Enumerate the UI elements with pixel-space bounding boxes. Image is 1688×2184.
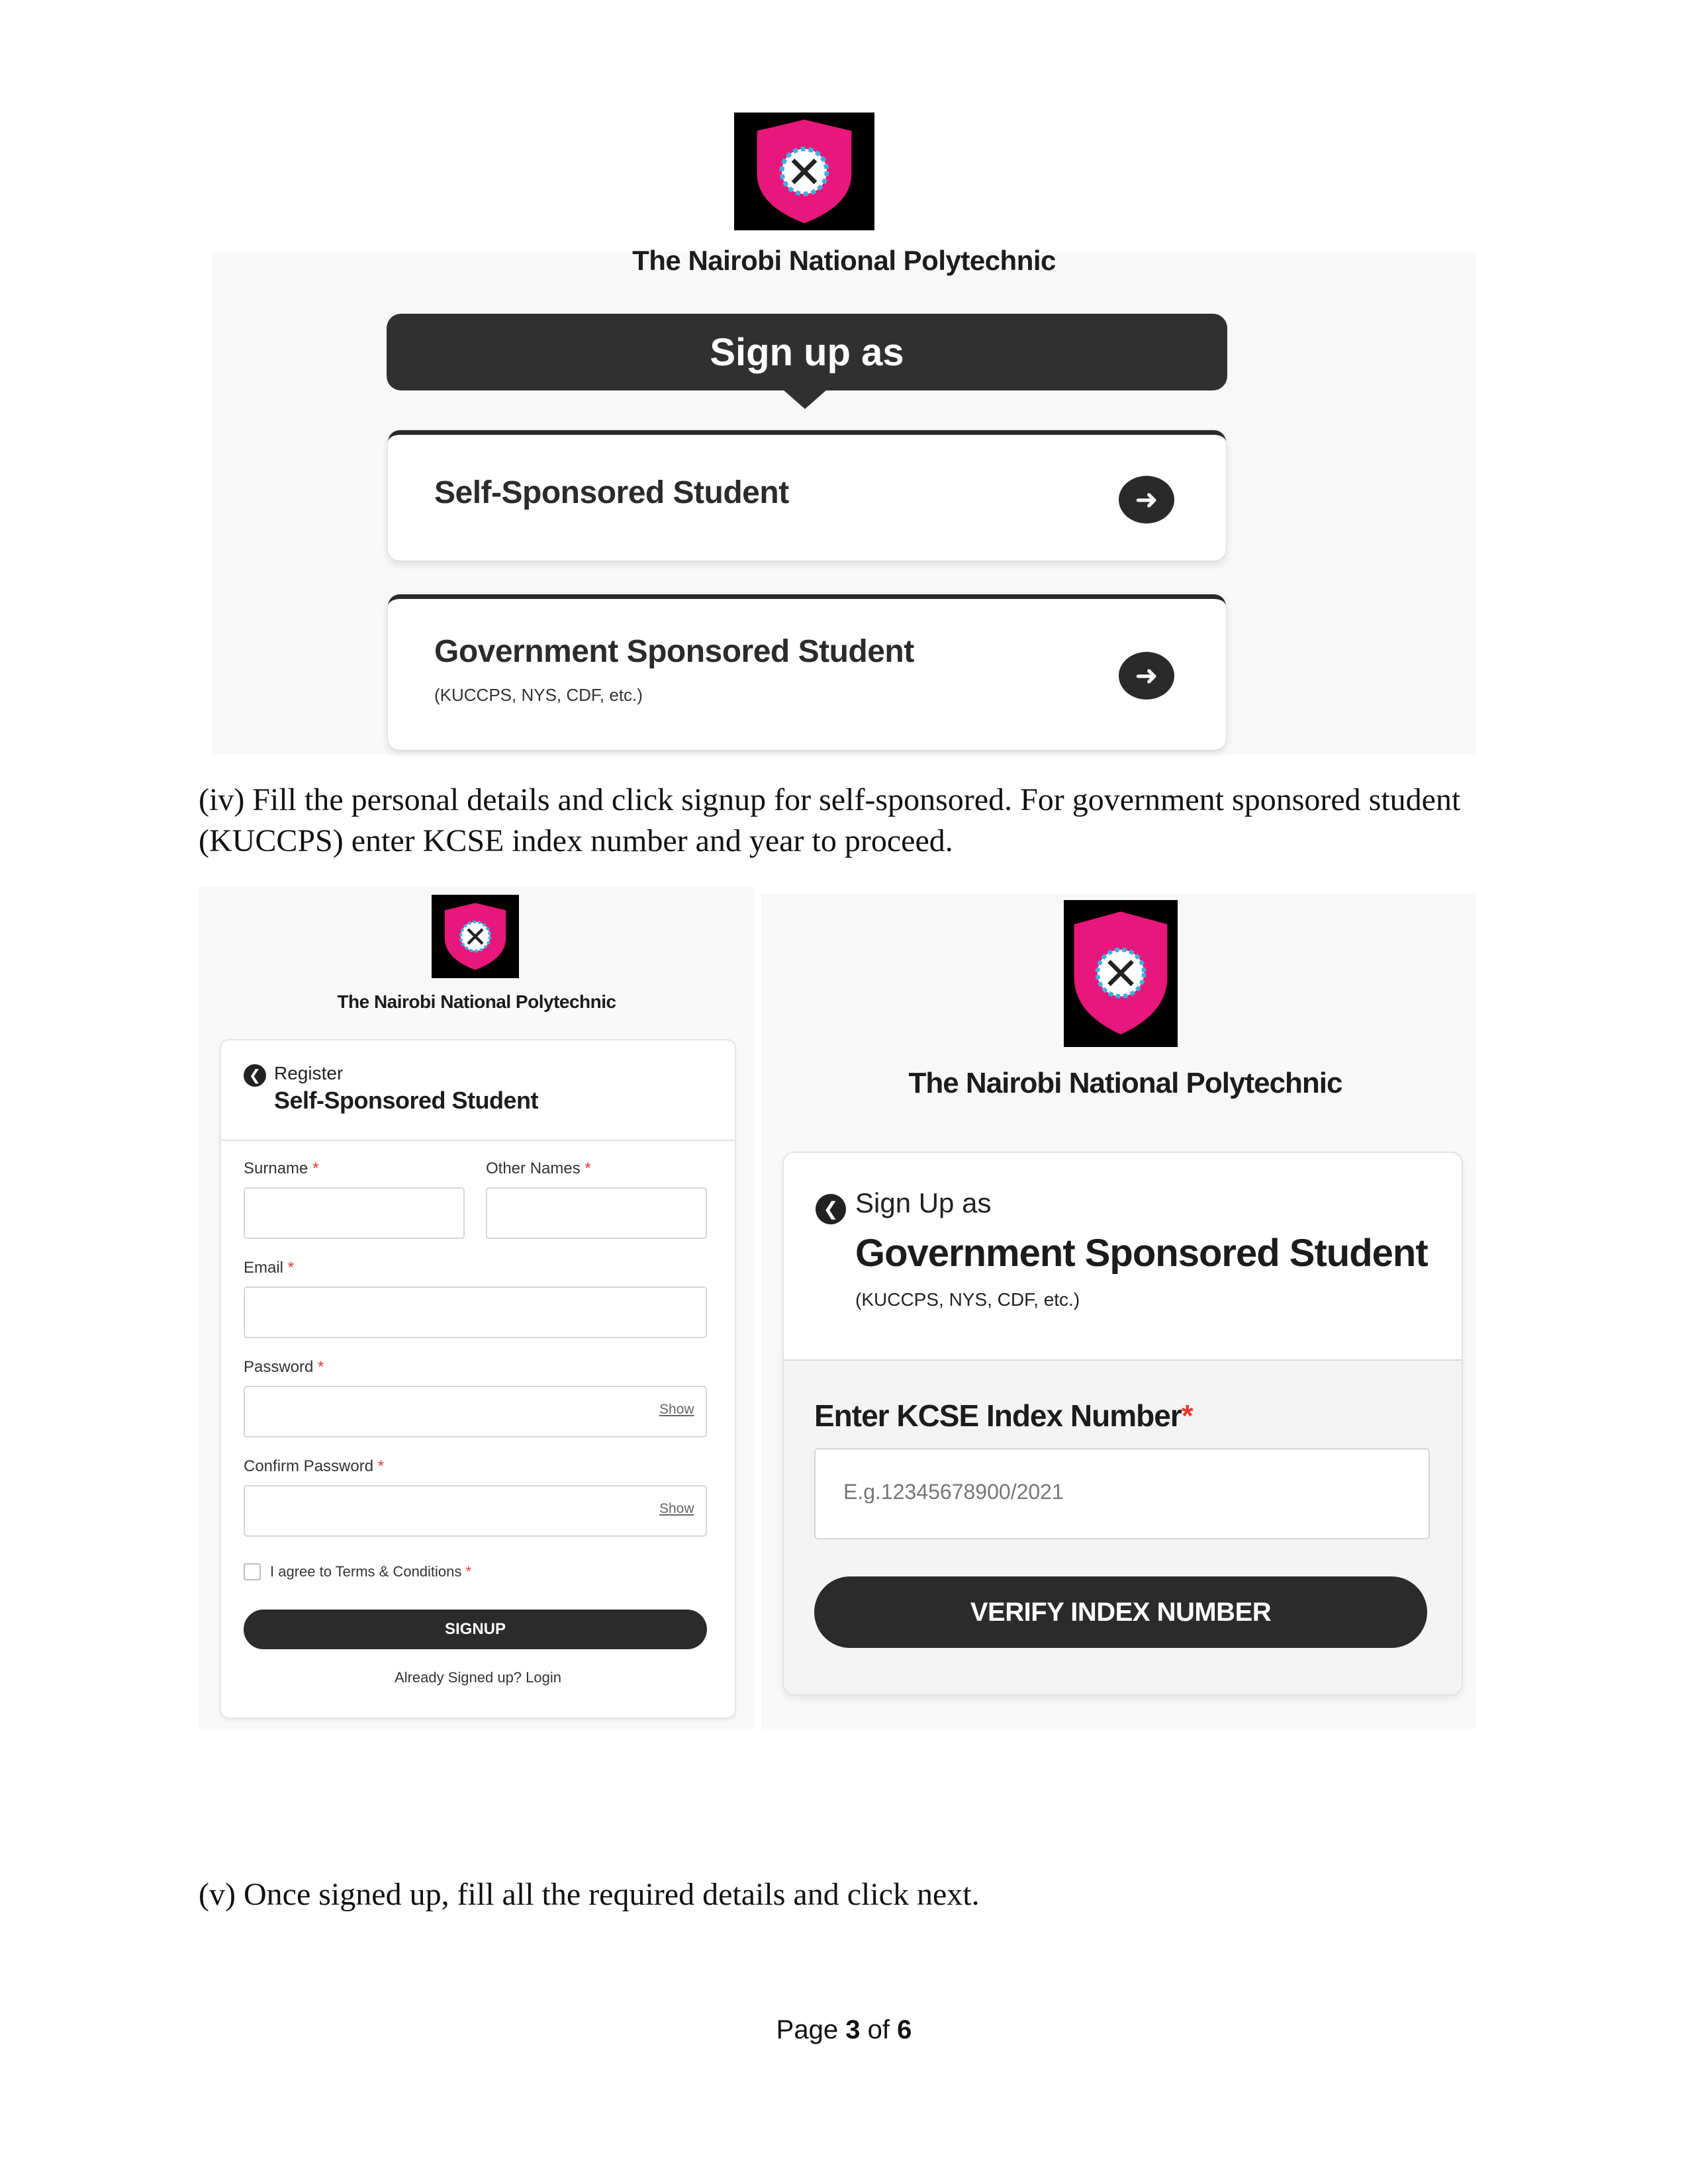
government-sponsored-sub: (KUCCPS, NYS, CDF, etc.) xyxy=(434,685,643,705)
self-sponsored-option[interactable] xyxy=(388,430,1226,561)
signup-as-label: Sign Up as xyxy=(855,1187,992,1218)
other-names-input[interactable] xyxy=(486,1187,707,1239)
confirm-password-label: Confirm Password * xyxy=(244,1457,385,1475)
email-input[interactable] xyxy=(244,1287,707,1338)
signup-button[interactable]: SIGNUP xyxy=(244,1610,707,1649)
password-input[interactable] xyxy=(244,1386,707,1437)
form-heading: Government Sponsored Student xyxy=(855,1232,1428,1275)
back-arrow-icon[interactable]: ❮ xyxy=(244,1064,266,1087)
password-label: Password * xyxy=(244,1358,324,1376)
page-number: Page 3 of 6 xyxy=(776,2015,912,2044)
government-sponsored-form xyxy=(782,1152,1463,1696)
institution-name: The Nairobi National Polytechnic xyxy=(337,991,616,1012)
signup-as-heading: Sign up as xyxy=(387,314,1227,390)
institution-name: The Nairobi National Polytechnic xyxy=(908,1067,1342,1099)
show-confirm-password-toggle[interactable]: Show xyxy=(659,1501,694,1516)
form-header xyxy=(784,1153,1462,1361)
step-v-paragraph: (v) Once signed up, fill all the required details and click next. xyxy=(199,1877,980,1912)
header-divider xyxy=(221,1140,735,1141)
form-heading: Self-Sponsored Student xyxy=(274,1087,539,1114)
arrow-right-icon[interactable]: ➜ xyxy=(1119,476,1174,523)
terms-label: I agree to Terms & Conditions * xyxy=(270,1563,472,1580)
government-sponsored-label: Government Sponsored Student xyxy=(434,634,914,669)
surname-label: Surname * xyxy=(244,1160,319,1177)
polytechnic-logo xyxy=(734,113,874,230)
show-password-toggle[interactable]: Show xyxy=(659,1402,694,1417)
form-subheading: (KUCCPS, NYS, CDF, etc.) xyxy=(855,1289,1080,1310)
government-sponsored-option[interactable] xyxy=(388,594,1226,750)
index-number-label: Enter KCSE Index Number* xyxy=(814,1398,1193,1433)
verify-index-number-button[interactable]: VERIFY INDEX NUMBER xyxy=(814,1576,1427,1648)
surname-input[interactable] xyxy=(244,1187,465,1239)
self-sponsored-form xyxy=(220,1039,736,1719)
institution-name: The Nairobi National Polytechnic xyxy=(632,245,1056,276)
confirm-password-input[interactable] xyxy=(244,1485,707,1537)
terms-checkbox[interactable] xyxy=(244,1563,261,1580)
signup-caret xyxy=(782,389,827,409)
polytechnic-logo xyxy=(432,895,519,978)
index-number-input[interactable] xyxy=(814,1448,1430,1539)
self-sponsored-label: Self-Sponsored Student xyxy=(434,475,789,510)
index-number-placeholder: E.g.12345678900/2021 xyxy=(843,1480,1064,1504)
register-label: Register xyxy=(274,1063,344,1083)
arrow-right-icon[interactable]: ➜ xyxy=(1119,652,1174,700)
back-arrow-icon[interactable]: ❮ xyxy=(816,1194,846,1224)
step-iv-paragraph: (iv) Fill the personal details and click signup for self-sponsored. For government sponsored student (KUCCPS) enter KCSE index number and year to proceed. xyxy=(199,782,1461,858)
polytechnic-logo xyxy=(1064,900,1178,1047)
email-label: Email * xyxy=(244,1259,295,1277)
login-link[interactable]: Already Signed up? Login xyxy=(395,1669,561,1686)
other-names-label: Other Names * xyxy=(486,1160,591,1177)
